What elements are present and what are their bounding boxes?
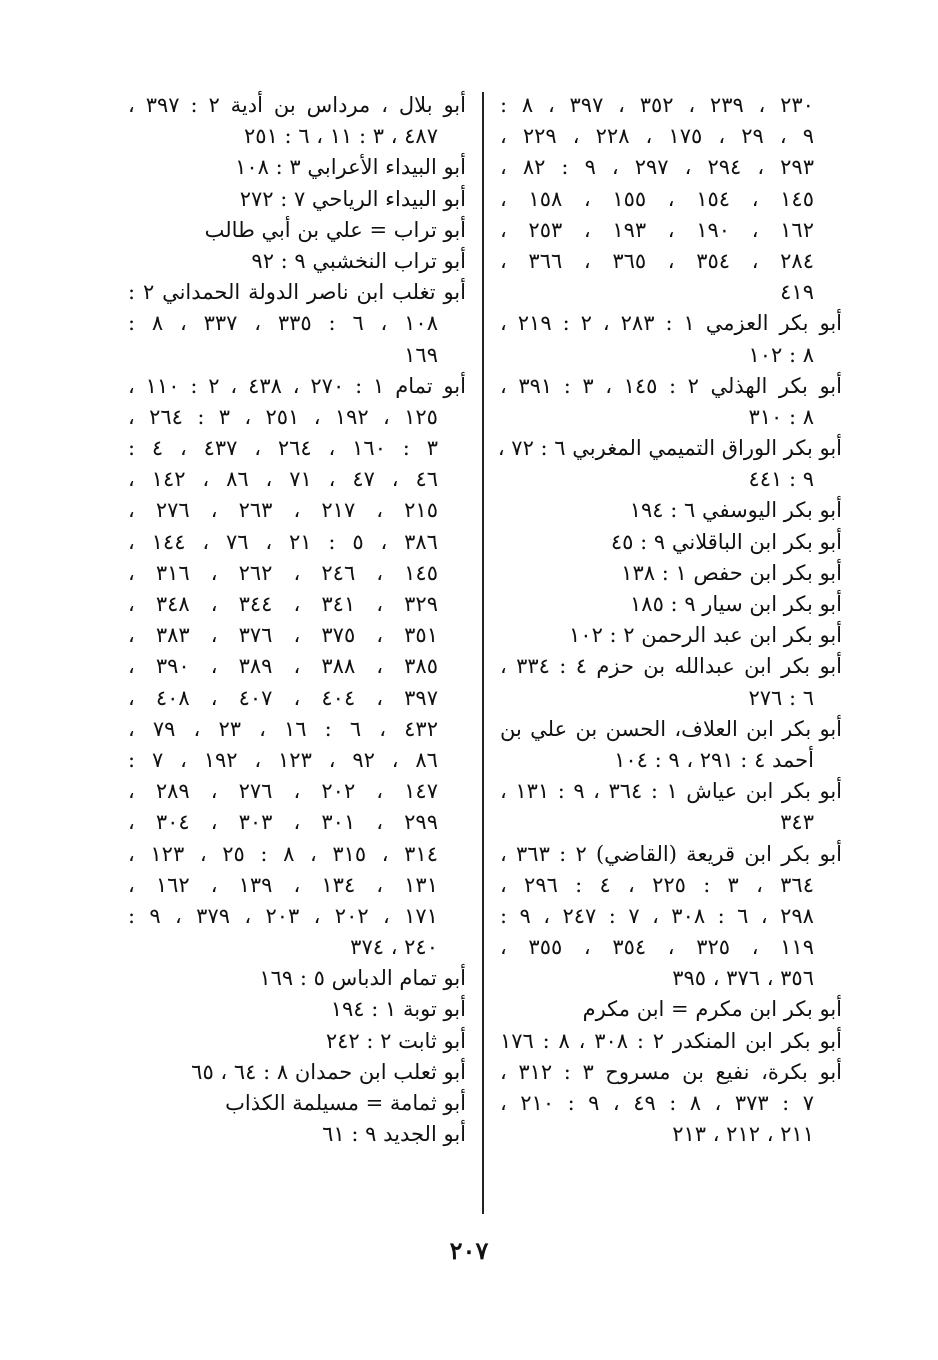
index-continuation-line: ٤٣٢ ، ٦ : ١٦ ، ٢٣ ، ٧٩ ، (128, 716, 438, 741)
index-continuation-line: ٢٩٨ ، ٦ : ٣٠٨ ، ٧ : ٢٤٧ ، ٩ : (500, 903, 814, 928)
index-continuation-line: ٨ : ٣١٠ (748, 404, 814, 429)
index-entry-line: أبو تمام ١ : ٢٧٠ ، ٤٣٨ ، ٢ : ١١٠ ، (128, 373, 466, 398)
index-entry-line: أبو تمام الدباس ٥ : ١٦٩ (259, 966, 466, 991)
index-continuation-line: ١٣١ ، ١٣٤ ، ١٣٩ ، ١٦٢ ، (128, 872, 438, 897)
index-continuation-line: ١٧١ ، ٢٠٢ ، ٢٠٣ ، ٣٧٩ ، ٩ : (128, 903, 438, 928)
index-continuation-line: ٣٦٤ ، ٣ : ٢٢٥ ، ٤ : ٢٩٦ ، (500, 872, 814, 897)
index-continuation-line: ١٦٢ ، ١٩٠ ، ١٩٣ ، ٢٥٣ ، (500, 217, 814, 242)
index-entry-line: أبو بكر ابن حفص ١ : ١٣٨ (621, 560, 842, 585)
index-continuation-line: ٢٤٠ ، ٣٧٤ (350, 935, 438, 960)
index-continuation-line: ١١٩ ، ٣٢٥ ، ٣٥٤ ، ٣٥٥ ، (500, 935, 814, 960)
index-entry-line: أبو الجديد ٩ : ٦١ (322, 1122, 466, 1147)
index-continuation-line: ١٢٥ ، ١٩٢ ، ٢٥١ ، ٣ : ٢٦٤ ، (128, 404, 438, 429)
index-continuation-line: ٩ ، ٢٩ ، ١٧٥ ، ٢٢٨ ، ٢٢٩ ، (500, 124, 814, 149)
index-entry-line: أبو البيداء الرياحي ٧ : ٢٧٢ (239, 186, 466, 211)
index-continuation-line: ٣٨٦ ، ٥ : ٢١ ، ٧٦ ، ١٤٤ ، (128, 529, 438, 554)
index-continuation-line: أحمد ٤ : ٢٩١ ، ٩ : ١٠٤ (614, 747, 814, 772)
index-entry-line: أبو تراب = علي بن أبي طالب (204, 217, 466, 242)
index-entry-line: أبو ثعلب ابن حمدان ٨ : ٦٤ ، ٦٥ (191, 1059, 466, 1084)
index-entry-line: أبو بكر ابن مكرم = ابن مكرم (582, 997, 842, 1022)
index-entry-line: أبو بكر اليوسفي ٦ : ١٩٤ (629, 498, 842, 523)
index-entry-line: أبو بكر الوراق التميمي المغربي ٦ : ٧٢ ، (497, 436, 842, 461)
index-continuation-line: ٢١١ ، ٢١٢ ، ٢١٣ (672, 1122, 814, 1147)
index-continuation-line: ٣٤٣ (780, 810, 814, 835)
index-continuation-line: ٤٦ ، ٤٧ ، ٧١ ، ٨٦ ، ١٤٢ ، (128, 467, 439, 492)
index-continuation-line: ٣٩٧ ، ٤٠٤ ، ٤٠٧ ، ٤٠٨ ، (128, 685, 438, 710)
index-entry-line: أبو بكر ابن الباقلاني ٩ : ٤٥ (610, 529, 842, 554)
index-entry-line: أبو بكر ابن العلاف، الحسن بن علي بن (500, 716, 842, 741)
index-entry-line: أبو بلال ، مرداس بن أدية ٢ : ٣٩٧ ، (128, 93, 466, 117)
index-continuation-line: ١٤٥ ، ١٥٤ ، ١٥٥ ، ١٥٨ ، (500, 186, 814, 211)
index-continuation-line: ٨٦ ، ٩٢ ، ١٢٣ ، ١٩٢ ، ٧ : (128, 747, 438, 772)
index-continuation-line: ٣٢٩ ، ٣٤١ ، ٣٤٤ ، ٣٤٨ ، (128, 592, 438, 616)
index-entry-line: أبو بكر ابن عياش ١ : ٣٦٤ ، ٩ : ١٣١ ، (500, 779, 842, 804)
index-column-left (128, 90, 466, 1150)
index-entry-line: أبو بكرة، نفيع بن مسروح ٣ : ٣١٢ ، (500, 1059, 843, 1084)
index-entry-line: أبو بكر ابن عبد الرحمن ٢ : ١٠٢ (569, 623, 842, 648)
index-continuation-line: ٣١٤ ، ٣١٥ ، ٨ : ٢٥ ، ١٢٣ ، (128, 841, 438, 866)
index-entry-line: أبو ثابت ٢ : ٢٤٢ (325, 1028, 466, 1053)
index-continuation-line: ٣ : ١٦٠ ، ٢٦٤ ، ٤٣٧ ، ٤ : (128, 436, 438, 461)
index-entry-line: أبو بكر ابن قريعة (القاضي) ٢ : ٣٦٣ ، (500, 841, 842, 866)
index-continuation-line: ١٤٥ ، ٢٤٦ ، ٢٦٢ ، ٣١٦ ، (128, 560, 438, 585)
index-continuation-line: ٢١٥ ، ٢١٧ ، ٢٦٣ ، ٢٧٦ ، (128, 498, 438, 523)
index-entry-line: أبو بكر ابن المنكدر ٢ : ٣٠٨ ، ٨ : ١٧٦ (500, 1028, 842, 1053)
index-entry-line: أبو تراب النخشبي ٩ : ٩٢ (251, 248, 466, 273)
page-number: ٢٠٧ (449, 1236, 489, 1265)
index-continuation-line: ٢٩٩ ، ٣٠١ ، ٣٠٣ ، ٣٠٤ ، (128, 810, 438, 835)
index-entry-line: أبو بكر الهذلي ٢ : ١٤٥ ، ٣ : ٣٩١ ، (500, 373, 842, 398)
index-continuation-line: ٧ : ٣٧٣ ، ٨ : ٤٩ ، ٩ : ٢١٠ ، (500, 1091, 814, 1115)
index-entry-line: أبو ثمامة = مسيلمة الكذاب (225, 1091, 466, 1115)
index-entry-line: أبو بكر ابن سيار ٩ : ١٨٥ (630, 592, 842, 616)
index-continuation-line: ٦ : ٢٧٦ (748, 685, 814, 710)
index-entry-line: أبو تغلب ابن ناصر الدولة الحمداني ٢ : (128, 280, 466, 305)
index-continuation-line: ١٠٨ ، ٦ : ٣٣٥ ، ٣٣٧ ، ٨ : (128, 311, 438, 336)
column-divider (482, 92, 484, 1214)
index-continuation-line: ٣٥٦ ، ٣٧٦ ، ٣٩٥ (672, 966, 814, 991)
index-continuation-line: ١٦٩ (404, 342, 438, 367)
index-continuation-line: ٨ : ١٠٢ (748, 342, 814, 367)
index-continuation-line: ٢٣٠ ، ٢٣٩ ، ٣٥٢ ، ٣٩٧ ، ٨ : (500, 93, 814, 117)
index-continuation-line: ٩ : ٤٤١ (748, 467, 814, 492)
index-entry-line: أبو بكر ابن عبدالله بن حزم ٤ : ٣٣٤ ، (500, 654, 843, 679)
index-entry-line: أبو توبة ١ : ١٩٤ (330, 997, 466, 1022)
index-column-right (497, 90, 843, 1150)
index-continuation-line: ٤١٩ (780, 280, 814, 305)
index-entry-line: أبو بكر العزمي ١ : ٢٨٣ ، ٢ : ٢١٩ ، (500, 311, 842, 336)
index-entry-line: أبو البيداء الأعرابي ٣ : ١٠٨ (235, 155, 466, 180)
index-continuation-line: ١٤٧ ، ٢٠٢ ، ٢٧٦ ، ٢٨٩ ، (128, 779, 438, 804)
index-continuation-line: ٢٨٤ ، ٣٥٤ ، ٣٦٥ ، ٣٦٦ ، (500, 248, 814, 273)
index-continuation-line: ٣٥١ ، ٣٧٥ ، ٣٧٦ ، ٣٨٣ ، (128, 623, 438, 648)
index-continuation-line: ٢٩٣ ، ٢٩٤ ، ٢٩٧ ، ٩ : ٨٢ ، (500, 155, 814, 180)
index-continuation-line: ٣٨٥ ، ٣٨٨ ، ٣٨٩ ، ٣٩٠ ، (128, 654, 438, 679)
index-continuation-line: ٤٨٧ ، ٣ : ١١ ، ٦ : ٢٥١ (244, 124, 438, 149)
